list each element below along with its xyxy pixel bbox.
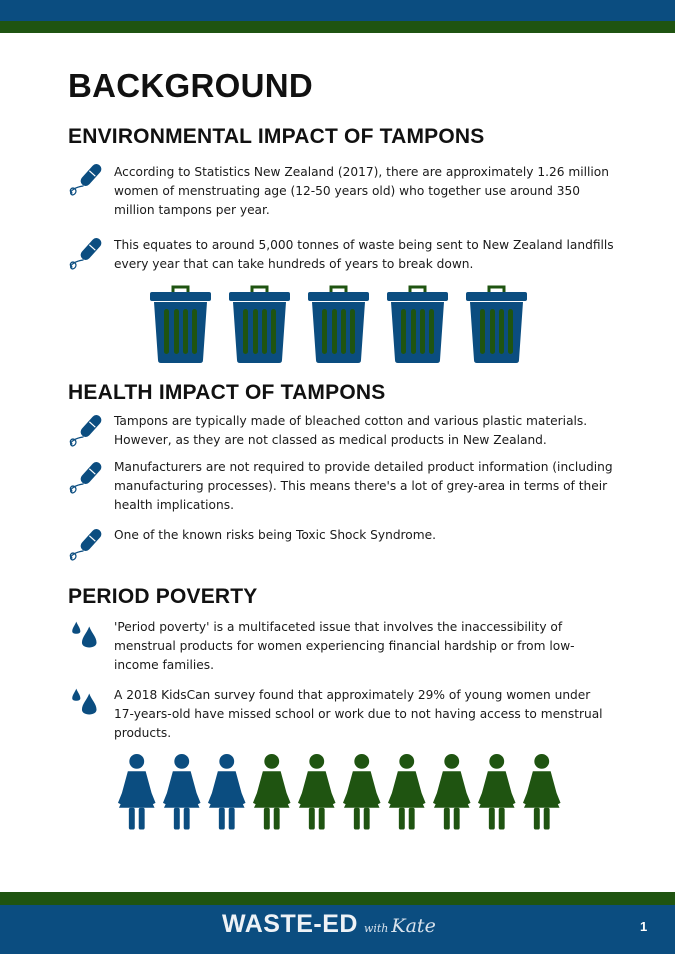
logo-with-text: with: [363, 922, 389, 935]
paragraph-poverty-2: A 2018 KidsCan survey found that approximately 29% of young women under 17-years-old have missed school or work due to not having access to menstrual products.: [114, 688, 603, 740]
paragraph-health-2: Manufacturers are not required to provide detailed product information (including manufacturing processes). This means there's a lot of grey-area in terms of their health implications.: [114, 460, 613, 512]
woman-icon: [251, 753, 293, 831]
tampon-icon: [66, 237, 106, 271]
blood-drops-icon: [66, 620, 106, 654]
section-heading-environmental: ENVIRONMENTAL IMPACT OF TAMPONS: [68, 125, 485, 148]
woman-icon: [341, 753, 383, 831]
paragraph-health-1: Tampons are typically made of bleached cotton and various plastic materials. However, as they are not classed as medical products in New Zealand.: [114, 414, 588, 447]
section-heading-health: HEALTH IMPACT OF TAMPONS: [68, 381, 386, 404]
paragraph-environmental-1: According to Statistics New Zealand (2017), there are approximately 1.26 million women of menstruating age (12-50 years old) who together use around 350 million tampons per year.: [114, 165, 609, 217]
women-row: [116, 753, 563, 831]
trash-bin-icon: [387, 284, 448, 364]
top-band-green: [0, 21, 675, 33]
woman-icon: [296, 753, 338, 831]
bottom-band-green: [0, 892, 675, 905]
woman-icon: [161, 753, 203, 831]
logo-main-text: WASTE-ED: [222, 910, 358, 938]
trash-bin-icon: [466, 284, 527, 364]
trash-bin-icon: [308, 284, 369, 364]
tampon-icon: [66, 163, 106, 197]
woman-icon: [206, 753, 248, 831]
woman-icon: [386, 753, 428, 831]
paragraph-environmental-2: This equates to around 5,000 tonnes of waste being sent to New Zealand landfills every year that can take hundreds of years to break down.: [114, 238, 614, 271]
tampon-icon: [66, 461, 106, 495]
woman-icon: [431, 753, 473, 831]
paragraph-health-3: One of the known risks being Toxic Shock Syndrome.: [114, 528, 437, 542]
tampon-icon: [66, 528, 106, 562]
waste-ed-logo: [222, 910, 436, 944]
page-title: BACKGROUND: [68, 67, 313, 104]
paragraph-poverty-1: 'Period poverty' is a multifaceted issue that involves the inaccessibility of menstrual products for women experiencing financial hardship or from low-income families.: [114, 620, 575, 672]
trash-bin-icon: [150, 284, 211, 364]
blood-drops-icon: [66, 687, 106, 721]
tampon-icon: [66, 414, 106, 448]
woman-icon: [521, 753, 563, 831]
logo-script-text: Kate: [391, 915, 436, 937]
trash-bins-row: [150, 284, 527, 364]
woman-icon: [116, 753, 158, 831]
top-band-blue: [0, 0, 675, 21]
section-heading-period-poverty: PERIOD POVERTY: [68, 585, 258, 608]
page-number: 1: [640, 919, 648, 934]
trash-bin-icon: [229, 284, 290, 364]
woman-icon: [476, 753, 518, 831]
